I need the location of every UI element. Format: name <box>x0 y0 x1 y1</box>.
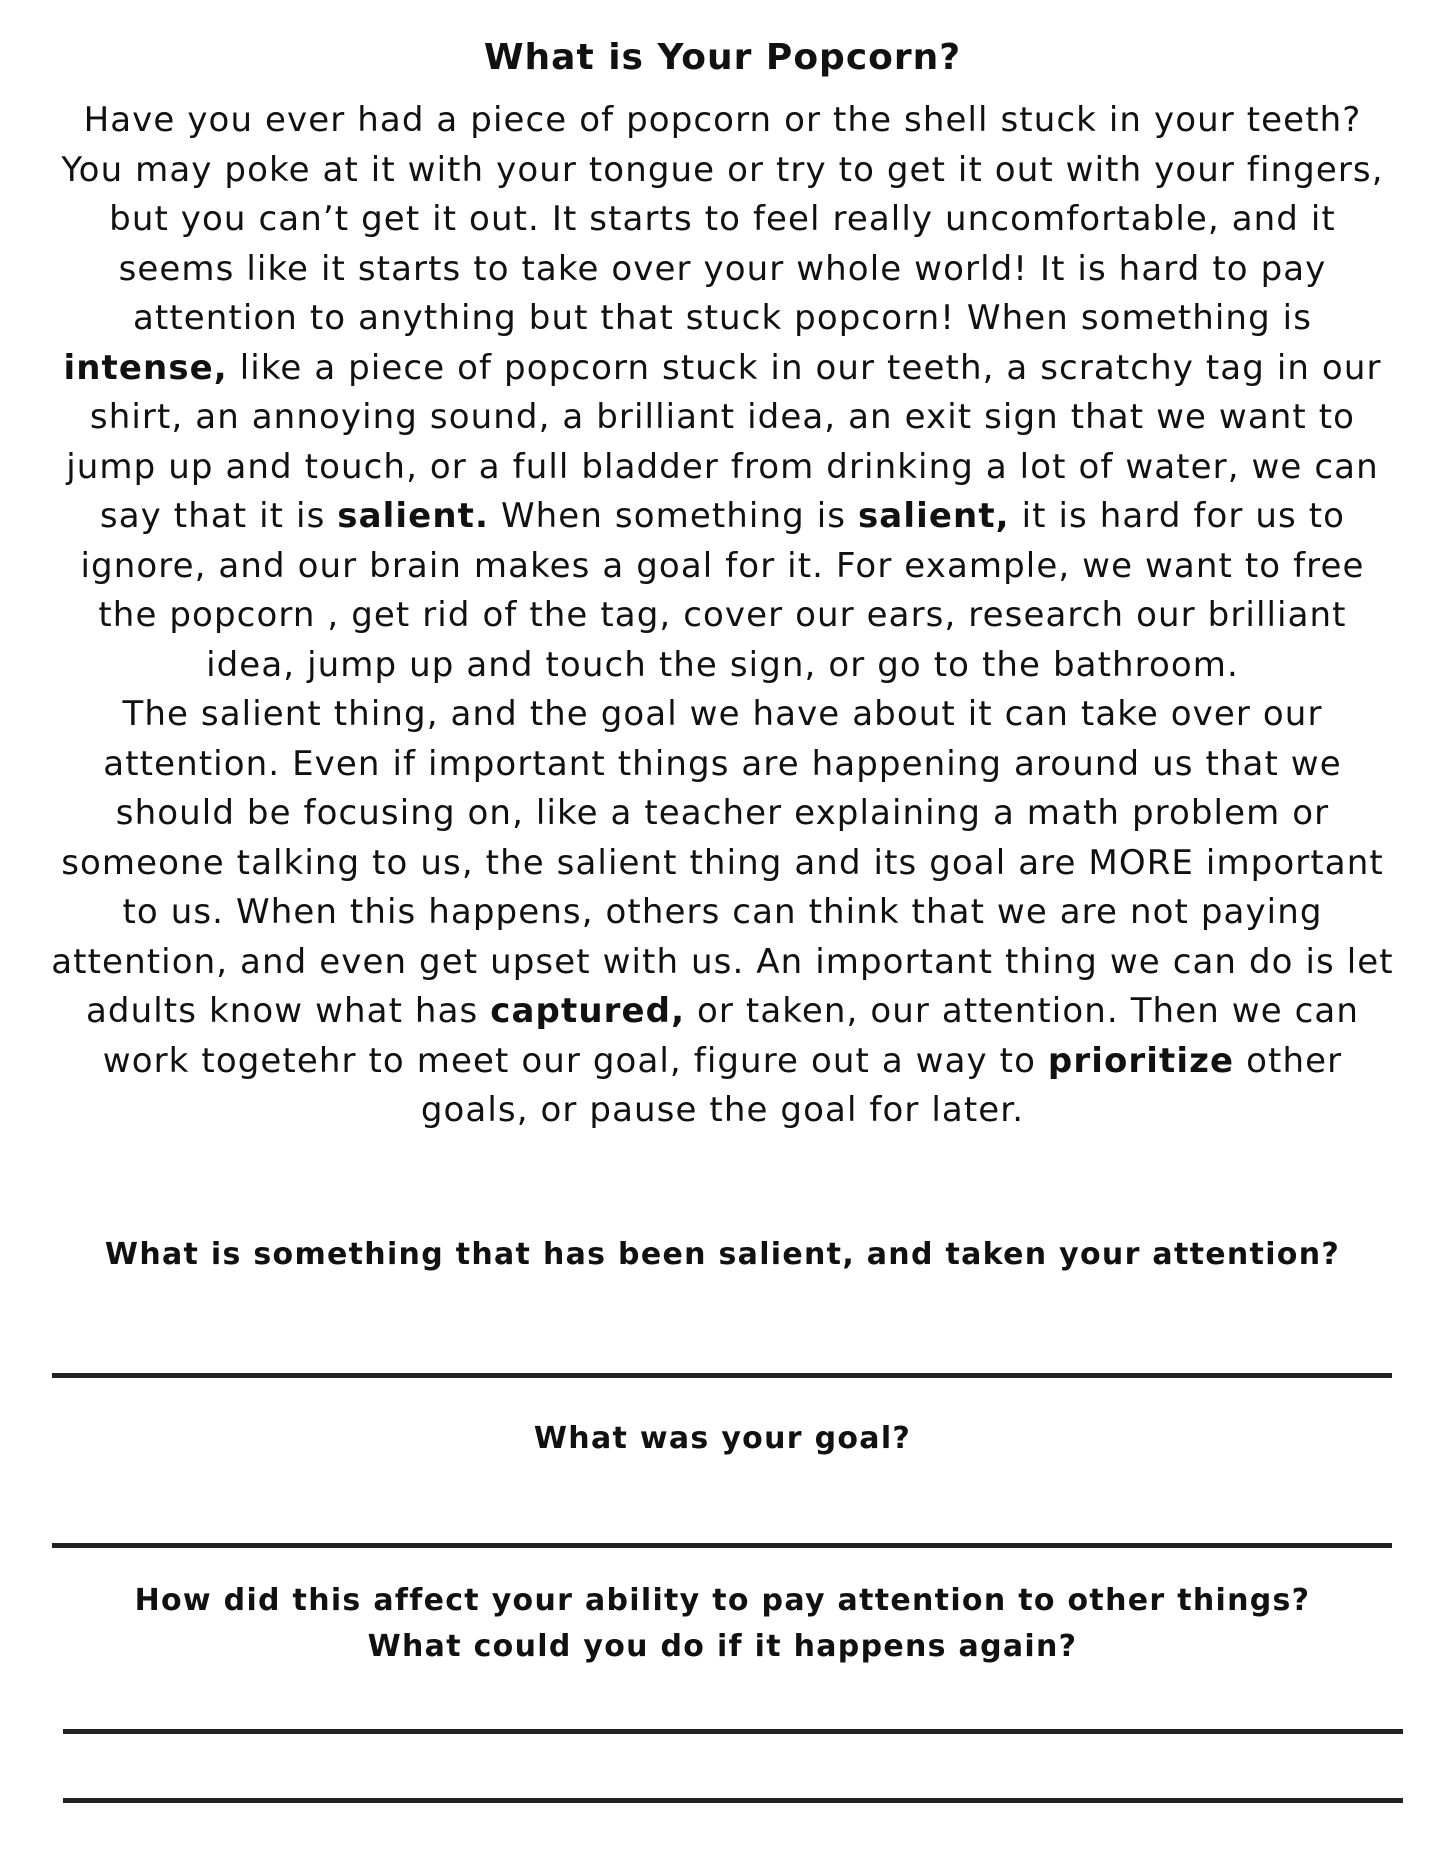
paragraph-text: other goals, or pause the goal for later. <box>420 1040 1343 1130</box>
keyword-salient: salient. <box>337 496 490 536</box>
paragraph-popcorn <box>48 96 1397 690</box>
answer-line-1[interactable] <box>52 1373 1392 1378</box>
answer-line-3[interactable] <box>63 1729 1403 1734</box>
question-effect <box>0 1578 1445 1670</box>
paragraph-text: or taken, our attention. Then we can work togetehr to meet our goal, figure out a way to <box>102 991 1359 1081</box>
question-effect-line-2: What could you do if it happens again? <box>367 1629 1078 1664</box>
page-title: What is Your Popcorn? <box>483 37 962 78</box>
question-effect-line-1: How did this affect your ability to pay attention to other things? <box>134 1583 1311 1618</box>
body-text <box>48 96 1397 1136</box>
keyword-salient: salient, <box>857 496 1010 536</box>
answer-line-2[interactable] <box>52 1543 1392 1548</box>
paragraph-text: it is hard for us to ignore, and our brain makes a goal for it. For example, we want to free the popcorn , get rid of the tag, cover our ears, research our brilliant idea, jump up and touch the sign, or go to the bathroom. <box>80 496 1365 685</box>
keyword-captured: captured, <box>490 991 686 1031</box>
paragraph-text: When something is <box>489 496 858 536</box>
keyword-prioritize: prioritize <box>1047 1040 1235 1081</box>
paragraph-text: The salient thing, and the goal we have about it can take over our attention. Even if important things are happening around us that we should be focusing on, like a teacher explaining a math problem or someone talking to us, the salient thing and its goal are MORE important to us. When this happens, others can think that we are not paying attention, and even get upset with us. An important thing we can do is let adults know what has <box>51 694 1394 1031</box>
question-goal: What was your goal? <box>533 1421 912 1456</box>
paragraph-attention <box>48 690 1397 1136</box>
keyword-intense: intense, <box>63 347 228 388</box>
question-salient-thing: What is something that has been salient, and taken your attention? <box>104 1237 1341 1272</box>
paragraph-text: like a piece of popcorn stuck in our teeth, a scratchy tag in our shirt, an annoying sound, a brilliant idea, an exit sign that we want to jump up and touch, or a full bladder from drinking a lot of water, we can say that it is <box>66 347 1382 536</box>
paragraph-text: Have you ever had a piece of popcorn or the shell stuck in your teeth? You may poke at it with your tongue or try to get it out with your fingers, but you can’t get it out. It starts to feel really uncomfortable, and it seems like it starts to take over your whole world! It is hard to pay attention to anything but that stuck popcorn! When something is <box>61 100 1384 338</box>
answer-line-4[interactable] <box>63 1798 1403 1803</box>
